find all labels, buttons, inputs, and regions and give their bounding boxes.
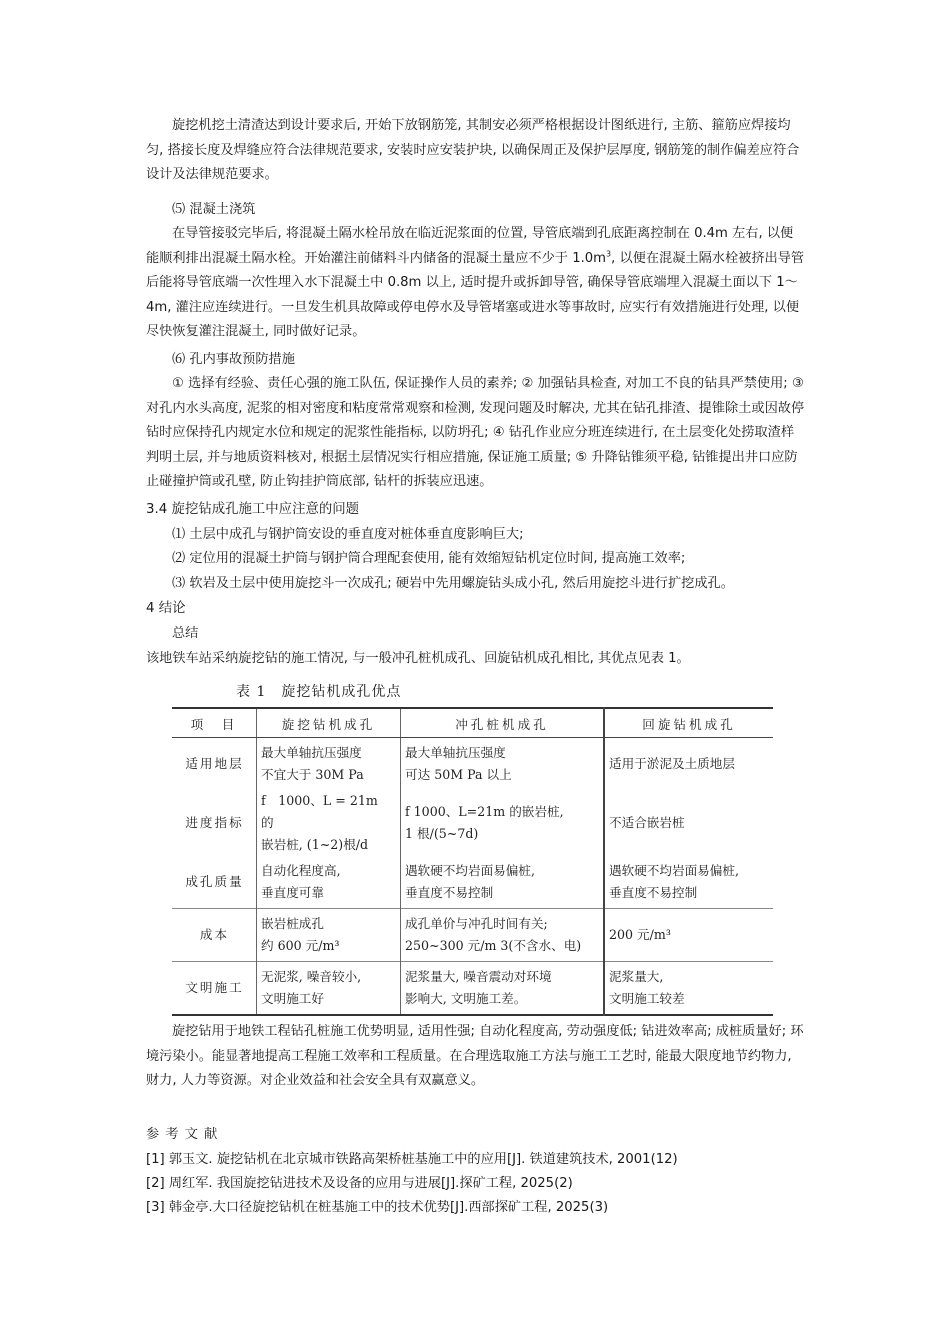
header-percussion-pile: 冲孔桩机成孔 bbox=[401, 708, 605, 738]
table-cell: 遇软硬不均岩面易偏桩, 垂直度不易控制 bbox=[604, 856, 773, 909]
header-item: 项 目 bbox=[172, 708, 257, 738]
table-cell: 最大单轴抗压强度 可达 50M Pa 以上 bbox=[401, 738, 605, 791]
reference-item-3: [3] 韩金亭.大口径旋挖钻机在桩基施工中的技术优势[J].西部探矿工程, 2025(3) bbox=[146, 1200, 609, 1215]
table-row bbox=[172, 856, 773, 909]
table-header-row bbox=[172, 708, 773, 738]
step-6-title: ⑹ 孔内事故预防措施 bbox=[172, 352, 295, 367]
row-label: 成孔质量 bbox=[185, 874, 244, 889]
row-label: 进度指标 bbox=[185, 815, 244, 830]
row-label: 成本 bbox=[172, 909, 257, 962]
references-heading: 参 考 文 献 bbox=[146, 1127, 219, 1142]
step-5-title: ⑸ 混凝土浇筑 bbox=[172, 202, 256, 217]
table-row bbox=[172, 909, 773, 962]
cubic-superscript: 3 bbox=[606, 249, 612, 259]
table-cell: 成孔单价与冲孔时间有关; 250~300 元/m 3(不含水、电) bbox=[401, 909, 605, 962]
table-cell: 泥浆量大, 文明施工较差 bbox=[604, 962, 773, 1016]
header-rotary-excavator: 旋挖钻机成孔 bbox=[257, 708, 401, 738]
header-rotary-drill: 回旋钻机成孔 bbox=[604, 708, 773, 738]
note-item-1: ⑴ 土层中成孔与钢护筒安设的垂直度对桩体垂直度影响巨大; bbox=[172, 527, 524, 542]
table-cell: 无泥浆, 噪音较小, 文明施工好 bbox=[257, 962, 401, 1016]
table-cell: f 1000、L=21m 的嵌岩桩, 1 根/(5~7d) bbox=[401, 790, 605, 856]
reference-item-1: [1] 郭玉文. 旋挖钻机在北京城市铁路高架桥桩基施工中的应用[J]. 铁道建筑技术, 2001(12) bbox=[146, 1152, 678, 1167]
table-intro-text: 该地铁车站采纳旋挖钻的施工情况, 与一般冲孔桩机成孔、回旋钻机成孔相比, 其优点见表 1。 bbox=[146, 651, 690, 666]
table-cell: 自动化程度高, 垂直度可靠 bbox=[257, 856, 401, 909]
rebar-cage-paragraph: 旋挖机挖土清渣达到设计要求后, 开始下放钢筋笼, 其制安必须严格根据设计图纸进行, 主筋、箍筋应焊接均匀, 搭接长度及焊缝应符合法律规范要求, 安装时应安装护块, 以确保周正及保护层厚度, 钢筋笼的制作偏差应符合设计及法律规范要求。 bbox=[146, 118, 800, 183]
note-item-2: ⑵ 定位用的混凝土护筒与钢护筒合理配套使用, 能有效缩短钻机定位时间, 提高施工效率; bbox=[172, 551, 686, 566]
reference-item-2: [2] 周红军. 我国旋挖钻进技术及设备的应用与进展[J].探矿工程, 2025(2) bbox=[146, 1176, 573, 1191]
table-cell: f 1000、L = 21m 的 嵌岩桩, (1~2)根/d bbox=[257, 790, 401, 856]
accident-prevention-paragraph: ① 选择有经验、责任心强的施工队伍, 保证操作人员的素养; ② 加强钻具检查, 对加工不良的钻具严禁使用; ③ 对孔内水头高度, 泥浆的相对密度和粘度常常观察和检测, 发现问题及时解决, 尤其在钻孔排渣、提锥除土或因故停钻时应保持孔内规定水位和规定的泥浆性能指标, 以防坍孔; ④ 钻孔作业应分班连续进行, 在土层变化处捞取渣样判明土层, 并与地质资料核对, 根据土层情况实行相应措施, 保证施工质量; ⑤ 升降钻锥须平稳, 钻锥提出井口应防止碰撞护筒或孔壁, 防止钩挂护筒底部, 钻杆的拆装应迅速。 bbox=[146, 376, 805, 490]
table-cell: 200 元/m³ bbox=[604, 909, 773, 962]
concrete-pouring-paragraph bbox=[146, 222, 806, 345]
table-row bbox=[172, 962, 773, 1016]
table-cell: 不适合嵌岩桩 bbox=[604, 790, 773, 856]
table-cell: 遇软硬不均岩面易偏桩, 垂直度不易控制 bbox=[401, 856, 605, 909]
table-row bbox=[172, 738, 773, 791]
comparison-table bbox=[172, 707, 773, 1016]
conclusion-paragraph: 旋挖钻用于地铁工程钻孔桩施工优势明显, 适用性强; 自动化程度高, 劳动强度低; 钻进效率高; 成桩质量好; 环境污染小。能显著地提高工程施工效率和工程质量。在合理选取施工方法与施工工艺时, 能最大限度地节约物力, 财力, 人力等资源。对企业效益和社会安全具有双赢意义。 bbox=[146, 1024, 804, 1089]
section-4-heading: 4 结论 bbox=[146, 601, 186, 616]
table-cell: 嵌岩桩成孔 约 600 元/m³ bbox=[257, 909, 401, 962]
table-row bbox=[172, 790, 773, 856]
concrete-pouring-text-1: 在导管接驳完毕后, 将混凝土隔水栓吊放在临近泥浆面的位置, 导管底端到孔底距离控制在 0.4m 左右, 以便能顺利排出混凝土隔水栓。开始灌注前储料斗内储备的混凝土量应不少于 1.0m bbox=[146, 226, 794, 266]
table-cell: 适用于淤泥及土质地层 bbox=[604, 738, 773, 791]
row-label: 适用地层 bbox=[185, 756, 244, 771]
concrete-pouring-text-2: , 以便在混凝土隔水栓被挤出导管后能将导管底端一次性埋入水下混凝土中 0.8m 以上, 适时提升或拆卸导管, 确保导管底端埋入混凝土面以下 1～4m, 灌注应连续进行。一旦发生机具故障或停电停水及导管堵塞或进水等事故时, 应实行有效措施进行处理, 以便尽快恢复灌注混凝土, 同时做好记录。 bbox=[146, 250, 805, 340]
row-label: 文明施工 bbox=[172, 962, 257, 1016]
note-item-3: ⑶ 软岩及土层中使用旋挖斗一次成孔; 硬岩中先用螺旋钻头成小孔, 然后用旋挖斗进行扩挖成孔。 bbox=[172, 576, 734, 591]
section-3-4-heading: 3.4 旋挖钻成孔施工中应注意的问题 bbox=[146, 502, 360, 517]
table-cell: 最大单轴抗压强度 不宜大于 30M Pa bbox=[257, 738, 401, 791]
table-caption: 表 1 旋挖钻机成孔优点 bbox=[236, 684, 402, 700]
table-cell: 泥浆量大, 噪音震动对环境 影响大, 文明施工差。 bbox=[401, 962, 605, 1016]
summary-subheading: 总结 bbox=[172, 626, 199, 641]
